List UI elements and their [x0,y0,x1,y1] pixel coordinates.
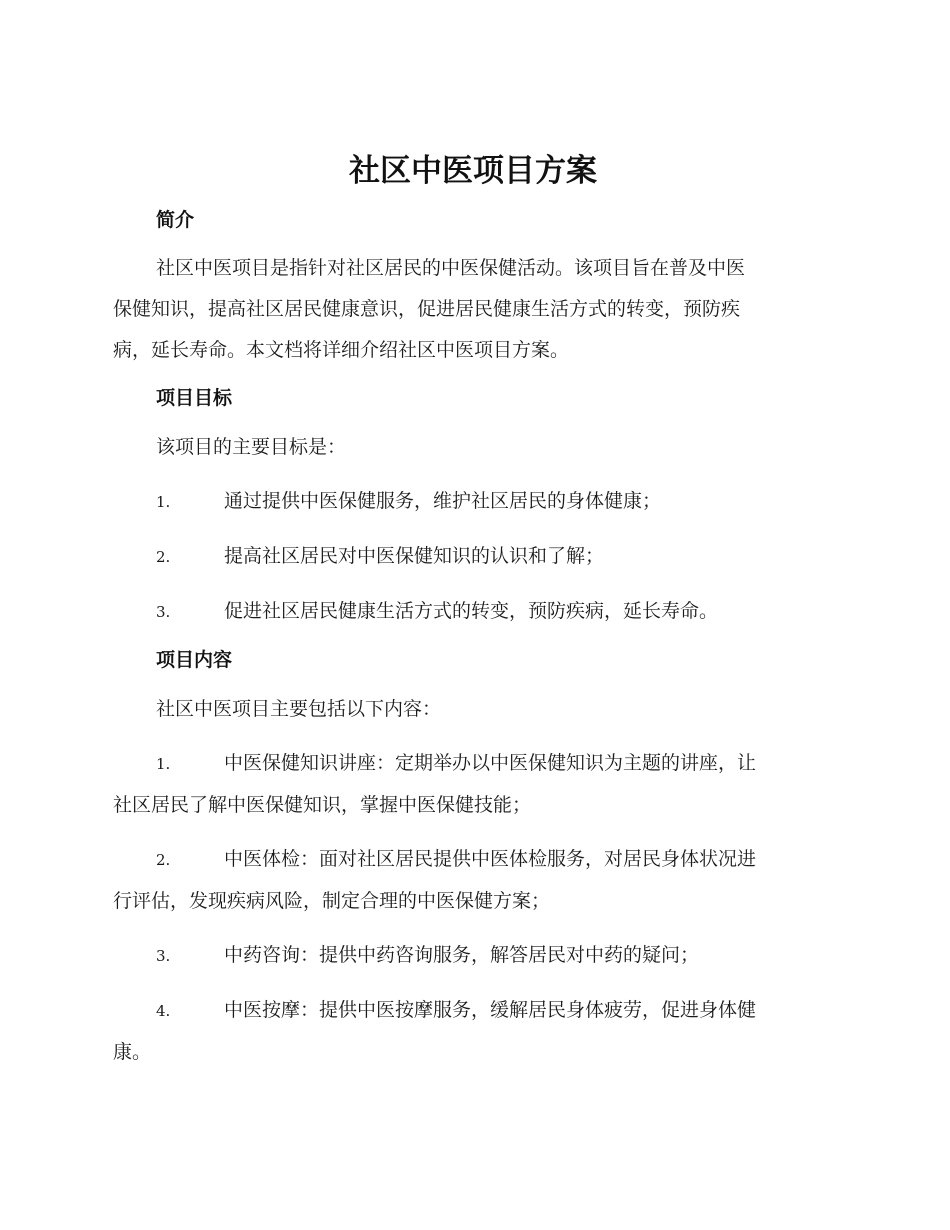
content-item [113,743,833,826]
goal-item-number: 3. [156,603,171,621]
goal-item [113,591,833,633]
intro-line: 保健知识，提高社区居民健康意识，促进居民健康生活方式的转变，预防疾 [113,298,741,320]
content-item [113,935,833,977]
section-heading-intro: 简介 [156,209,195,231]
goal-item-number: 1. [156,493,171,511]
content-item-line [113,839,833,881]
content-item-text: 中医按摩：提供中医按摩服务，缓解居民身体疲劳，促进身体健 [224,999,757,1021]
content-item-number: 3. [156,947,171,965]
content-item-line [113,743,833,785]
content-item-line [113,990,833,1032]
content-item-number: 4. [156,1002,171,1020]
content-lead: 社区中医项目主要包括以下内容： [156,698,442,720]
document-title: 社区中医项目方案 [349,153,597,189]
intro-paragraph [113,248,833,371]
goal-item [113,536,833,578]
content-item-line: 社区居民了解中医保健知识，掌握中医保健技能； [113,794,532,816]
content-item-line [113,935,833,977]
content-item-number: 2. [156,851,171,869]
content-item-text: 中医保健知识讲座：定期举办以中医保健知识为主题的讲座，让 [224,752,757,774]
section-heading-goals: 项目目标 [156,387,233,409]
content-item-text: 中药咨询：提供中药咨询服务，解答居民对中药的疑问； [224,944,700,966]
goal-item [113,481,833,523]
document-body [113,148,833,1073]
intro-line: 社区中医项目是指针对社区居民的中医保健活动。该项目旨在普及中医 [156,257,746,279]
content-item-text: 中医体检：面对社区居民提供中医体检服务，对居民身体状况进 [224,848,757,870]
section-heading-content: 项目内容 [156,649,233,671]
goal-item-text: 促进社区居民健康生活方式的转变，预防疾病，延长寿命。 [224,600,719,622]
content-item-line: 康。 [113,1041,152,1063]
content-item-number: 1. [156,755,171,773]
goal-item-number: 2. [156,548,171,566]
content-item [113,839,833,922]
goals-lead: 该项目的主要目标是： [156,436,347,458]
intro-line: 病，延长寿命。本文档将详细介绍社区中医项目方案。 [113,339,570,361]
content-item [113,990,833,1073]
goal-item-text: 通过提供中医保健服务，维护社区居民的身体健康； [224,490,662,512]
content-item-line: 行评估，发现疾病风险，制定合理的中医保健方案； [113,890,551,912]
goal-item-text: 提高社区居民对中医保健知识的认识和了解； [224,545,605,567]
